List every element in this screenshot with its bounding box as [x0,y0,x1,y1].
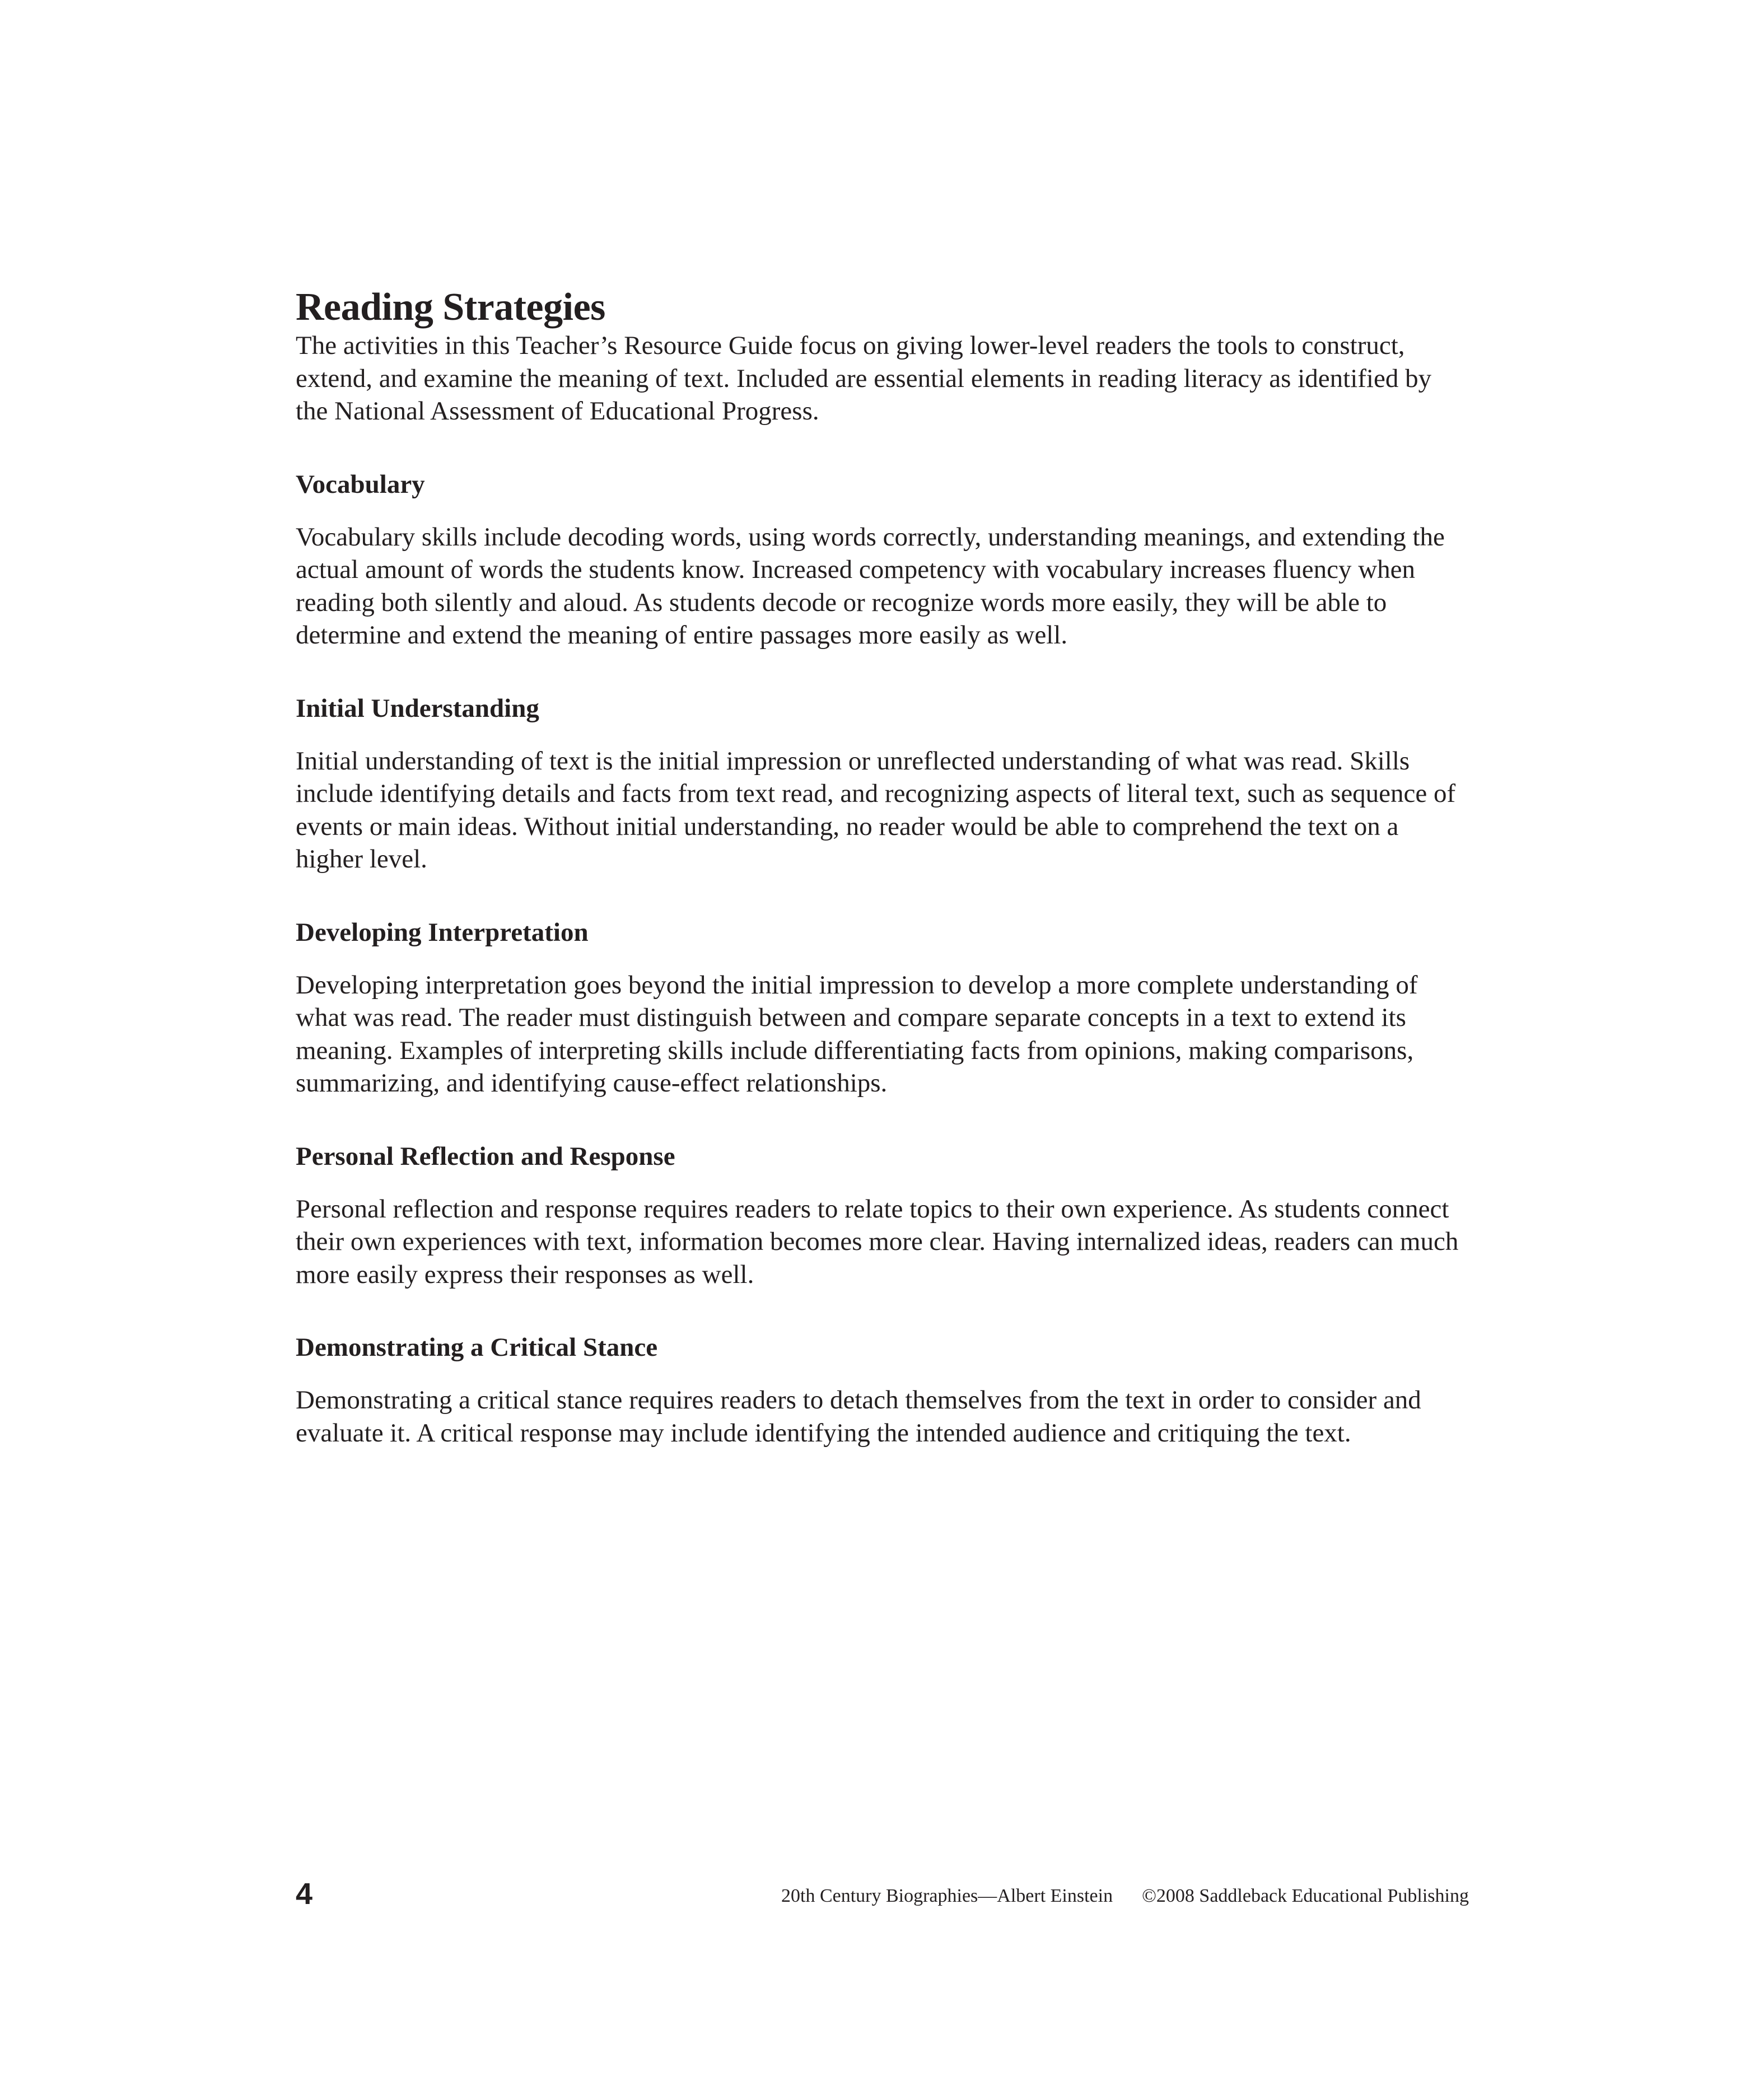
section-heading: Initial Understanding [296,693,539,723]
page-number: 4 [296,1877,313,1911]
section-heading: Vocabulary [296,469,425,499]
section-body: Developing interpretation goes beyond the initial impression to develop a more complete understanding of what was read. The reader must distinguish between and compare separate concepts in a text to extend its meaning. Examples of interpreting skills include differentiating facts from opinions, making comparisons, summarizing, and identifying cause-effect relationships. [296,970,1418,1098]
section-heading: Personal Reflection and Response [296,1141,675,1171]
section-body: Personal reflection and response requires readers to relate topics to their own experience. As students connect their own experiences with text, information becomes more clear. Having internalized ideas, readers can much more easily express their responses as well. [296,1194,1459,1289]
section-personal-reflection [296,1140,1469,1291]
section-heading: Demonstrating a Critical Stance [296,1333,658,1362]
copyright-notice: ©2008 Saddleback Educational Publishing [1142,1886,1469,1906]
footer-credits [781,1885,1469,1907]
intro-paragraph: The activities in this Teacher’s Resource Guide focus on giving lower-level readers the tools to construct, extend, and examine the meaning of text. Included are essential elements in reading literacy as identified by the National Assessment of Educational Progress. [296,331,1432,426]
section-body: Demonstrating a critical stance requires readers to detach themselves from the text in order to consider and evaluate it. A critical response may include identifying the intended audience and critiquing the text. [296,1385,1421,1448]
page-content [296,286,1469,1449]
page-footer [296,1876,1469,1915]
section-body: Initial understanding of text is the initial impression or unreflected understanding of what was read. Skills include identifying details and facts from text read, and recognizing aspects of literal text, such as sequence of events or main ideas. Without initial understanding, no reader would be able to comprehend the text on a higher level. [296,746,1456,874]
page-title: Reading Strategies [296,286,605,329]
section-critical-stance [296,1331,1469,1449]
section-vocabulary [296,468,1469,652]
section-developing-interpretation [296,916,1469,1100]
book-title: 20th Century Biographies—Albert Einstein [781,1886,1113,1906]
section-initial-understanding [296,692,1469,876]
section-body: Vocabulary skills include decoding words, using words correctly, understanding meanings, and extending the actual amount of words the students know. Increased competency with vocabulary increases fluency when reading both silently and aloud. As students decode or recognize words more easily, they will be able to determine and extend the meaning of entire passages more easily as well. [296,522,1445,650]
section-heading: Developing Interpretation [296,917,589,947]
